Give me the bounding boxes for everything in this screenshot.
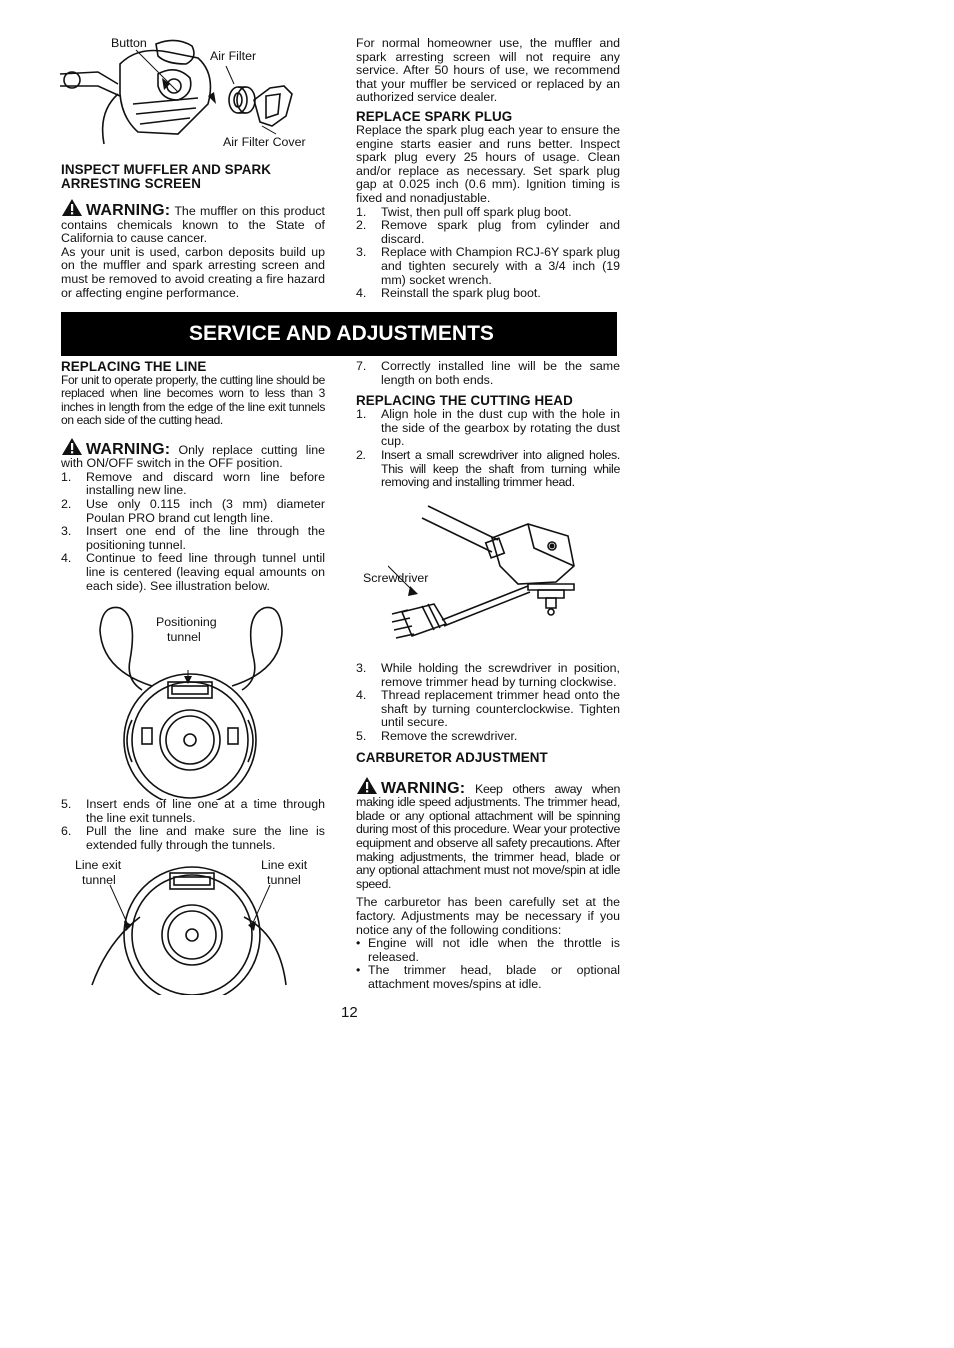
- list-item: 2. Insert a small screwdriver into aligned holes. This will keep the shaft from turning while removing and installing trimmer head.: [356, 447, 620, 490]
- page-number: 12: [341, 1004, 358, 1021]
- carburetor-heading: CARBURETOR ADJUSTMENT: [356, 749, 548, 765]
- list-item: 3. Replace with Champion RCJ-6Y spark plug and tighten securely with a 3/4 inch (19 mm) socket wrench.: [356, 245, 620, 287]
- list-item: 1. Twist, then pull off spark plug boot.: [356, 204, 572, 219]
- replacing-line-heading: REPLACING THE LINE: [61, 359, 207, 374]
- label-button: Button: [111, 36, 147, 50]
- spark-plug-body: Replace the spark plug each year to ensure the engine starts easier and runs better. Inspect spark plug every 25 hours of usage. Clean and/or replace as necessary. Set spark plug gap at 0.025 inch (0.6 mm). Ignition timing is fixed and nonadjustable.: [356, 122, 620, 205]
- label-line-exit-left: Line exit: [75, 858, 122, 872]
- spark-plug-steps: [356, 206, 620, 301]
- line-steps-b-section: [61, 798, 325, 852]
- warning-text: The muffler on this product contains chemicals known to the State of California to cause cancer.: [61, 204, 325, 246]
- muffler-body: As your unit is used, carbon deposits build up on the muffler and spark arresting screen and must be removed to avoid creating a fire hazard or affecting engine performance.: [61, 244, 325, 300]
- warning-label: WARNING:: [86, 202, 171, 219]
- list-item: 4. Continue to feed line through tunnel until line is centered (leaving equal amounts on each side). See illustration below.: [61, 551, 325, 593]
- carburetor-warning: [356, 776, 620, 892]
- list-item: 7. Correctly installed line will be the same length on both ends.: [356, 359, 620, 387]
- label-air-filter-cover: Air Filter Cover: [223, 135, 306, 149]
- list-item: 5. Insert ends of line one at a time through the line exit tunnels.: [61, 797, 325, 825]
- list-item: 1. Remove and discard worn line before installing new line.: [61, 469, 325, 498]
- replacing-line-section: [61, 360, 325, 593]
- cutting-head-section: [356, 360, 620, 490]
- label-positioning-tunnel: tunnel: [167, 630, 201, 644]
- list-item: 4. Thread replacement trimmer head onto the shaft by turning counterclockwise. Tighten until secure.: [356, 688, 620, 730]
- list-item: 4. Reinstall the spark plug boot.: [356, 286, 541, 301]
- warning-triangle-icon: [356, 776, 378, 795]
- carburetor-conditions: [356, 937, 620, 991]
- replacing-line-body: For unit to operate properly, the cutting line should be replaced when line becomes worn to less than 3 inches in length from the edge of the line exit tunnels on each side of the cutting head.: [61, 373, 325, 428]
- muffler-service-note: For normal homeowner use, the muffler and spark arresting screen will not require any service. After 50 hours of use, we recommend that your muffler be serviced or replaced by an authorized service dealer.: [356, 36, 620, 105]
- muffler-heading-line2: ARRESTING SCREEN: [61, 176, 201, 191]
- list-item: 3. Insert one end of the line through the positioning tunnel.: [61, 524, 325, 552]
- list-item: 2. Use only 0.115 inch (3 mm) diameter Poulan PRO brand cut length line.: [61, 497, 325, 525]
- list-item: 1. Align hole in the dust cup with the hole in the side of the gearbox by rotating the dust cup.: [356, 407, 620, 449]
- list-item: • Engine will not idle when the throttle is released.: [356, 936, 620, 964]
- line-warning: [61, 437, 325, 471]
- line-step-7: [356, 360, 620, 387]
- line-steps-a: [61, 471, 325, 593]
- section-banner: SERVICE AND ADJUSTMENTS: [61, 312, 617, 356]
- carburetor-body: The carburetor has been carefully set at the factory. Adjustments may be necessary if you notice any of the following conditions:: [356, 895, 620, 937]
- list-item: 2. Remove spark plug from cylinder and discard.: [356, 218, 620, 246]
- warning-text: Only replace cutting line with ON/OFF switch in the OFF position.: [61, 442, 325, 471]
- label-line-exit-left-tunnel: tunnel: [82, 873, 116, 887]
- cutting-head-heading: REPLACING THE CUTTING HEAD: [356, 393, 573, 409]
- spark-plug-section: [356, 37, 620, 301]
- carburetor-section: [356, 662, 620, 991]
- warning-triangle-icon: [61, 198, 83, 217]
- warning-triangle-icon: [61, 437, 83, 456]
- label-line-exit-right-tunnel: tunnel: [267, 873, 301, 887]
- list-item: • The trimmer head, blade or optional attachment moves/spins at idle.: [356, 963, 620, 991]
- cutting-head-steps-b: [356, 662, 620, 744]
- list-item: 5. Remove the screwdriver.: [356, 728, 518, 743]
- warning-label: WARNING:: [86, 440, 171, 458]
- cutting-head-steps-a: [356, 408, 620, 490]
- spark-plug-heading: REPLACE SPARK PLUG: [356, 108, 513, 124]
- label-screwdriver: Screwdriver: [363, 571, 429, 585]
- warning-text: Keep others away when making idle speed adjustments. The trimmer head, blade or any optional attachment will be spinning during most of this procedure. Wear your protective equipment and observe all safety precautions. After making adjustments, the trimmer head, blade or any optional attachment must not move/spin at idle speed.: [356, 781, 620, 891]
- label-line-exit-right: Line exit: [261, 858, 308, 872]
- muffler-heading-line1: INSPECT MUFFLER AND SPARK: [61, 162, 272, 177]
- muffler-section: [61, 163, 325, 300]
- warning-label: WARNING:: [381, 779, 466, 797]
- label-positioning: Positioning: [156, 615, 217, 629]
- line-steps-b: [61, 798, 325, 852]
- list-item: 6. Pull the line and make sure the line is extended fully through the tunnels.: [61, 824, 325, 852]
- muffler-warning: [61, 198, 325, 246]
- list-item: 3. While holding the screwdriver in position, remove trimmer head by turning clockwise.: [356, 661, 620, 689]
- label-air-filter: Air Filter: [210, 49, 257, 63]
